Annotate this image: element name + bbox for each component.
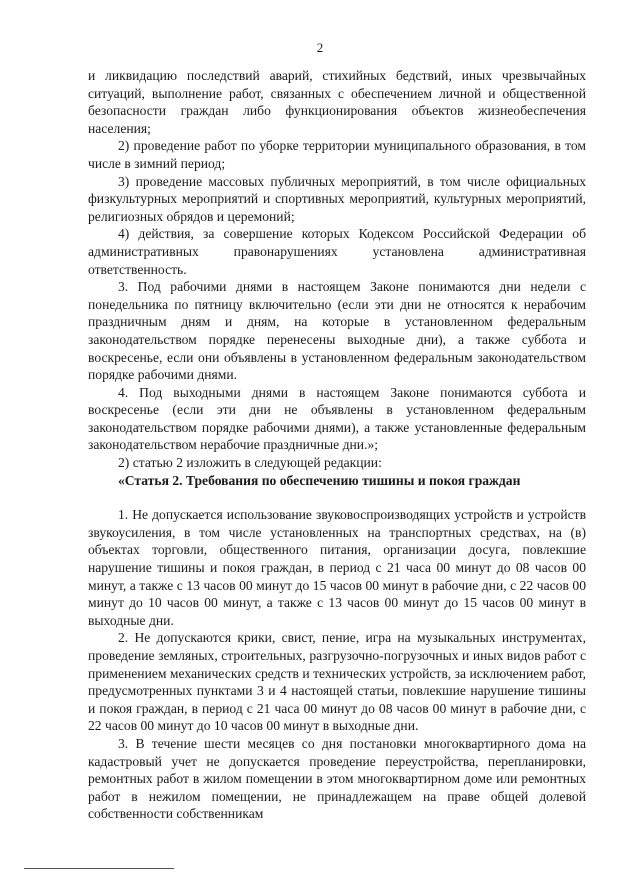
paragraph-working-days: 3. Под рабочими днями в настоящем Законе понимаются дни недели с понедельника по пятницу включительно (если эти дни не относятся к нерабочим праздничным дням и дням, на которые в установленном федеральным законодательством порядке перенесены выходные дни), а также суббота и воскресенье, если они объявлены в установленном федеральным законодательством порядке рабочими днями.	[88, 279, 586, 383]
article-paragraph-3: 3. В течение шести месяцев со дня постановки многоквартирного дома на кадастровый учет не допускается проведение переустройства, перепланировки, ремонтных работ в жилом помещении в этом многоквартирном доме или ремонтных работ в нежилом помещении, не принадлежащем на праве общей долевой собственности собственникам	[88, 735, 586, 822]
paragraph-item-4: 4) действия, за совершение которых Кодексом Российской Федерации об административных правонарушениях установлена административная ответственность.	[88, 226, 586, 277]
article-paragraph-2: 2. Не допускаются крики, свист, пение, игра на музыкальных инструментах, проведение земляных, строительных, разгрузочно-погрузочных и иных видов работ с применением механических средств и технических устройств, за исключением работ, предусмотренных пунктами 3 и 4 настоящей статьи, повлекшие нарушение тишины и покоя граждан, в период с 21 часа 00 минут до 08 часов 00 минут в рабочие дни, с 22 часов 00 минут до 10 часов 00 минут в выходные дни.	[88, 630, 586, 734]
paragraph-weekend-days: 4. Под выходными днями в настоящем Законе понимаются суббота и воскресенье (если эти дни не объявлены в установленном федеральным законодательством порядке рабочими днями), а также установленные федеральным законодательством нерабочие праздничные дни.»;	[88, 384, 586, 453]
paragraph-item-3: 3) проведение массовых публичных мероприятий, в том числе официальных физкультурных мероприятий и спортивных мероприятий, культурных мероприятий, религиозных обрядов и церемоний;	[88, 173, 586, 224]
paragraph-continuation: и ликвидацию последствий аварий, стихийных бедствий, иных чрезвычайных ситуаций, выполнение работ, связанных с обеспечением личной и общественной безопасности граждан либо функционирования объектов жизнеобеспечения населения;	[88, 68, 586, 136]
footer-divider	[24, 868, 174, 869]
page-number: 2	[316, 40, 324, 55]
paragraph-item-2: 2) проведение работ по уборке территории муниципального образования, в том числе в зимний период;	[88, 138, 586, 171]
document-body	[88, 67, 586, 823]
section-title: «Статья 2. Требования по обеспечению тишины и покоя граждан	[118, 472, 521, 488]
article-paragraph-1: 1. Не допускается использование звуковоспроизводящих устройств и устройств звукоусиления, в том числе установленных на транспортных средствах, на (в) объектах торговли, общественного питания, организации досуга, повлекшие нарушение тишины и покоя граждан, в период с 21 часа 00 минут до 08 часов 00 минут, а также с 13 часов 00 минут до 15 часов 00 минут в рабочие дни, с 22 часов 00 минут до 10 часов 00 минут, а также с 13 часов 00 минут до 15 часов 00 минут в выходные дни.	[88, 507, 586, 628]
paragraph-article-2-intro: 2) статью 2 изложить в следующей редакции:	[118, 455, 382, 471]
